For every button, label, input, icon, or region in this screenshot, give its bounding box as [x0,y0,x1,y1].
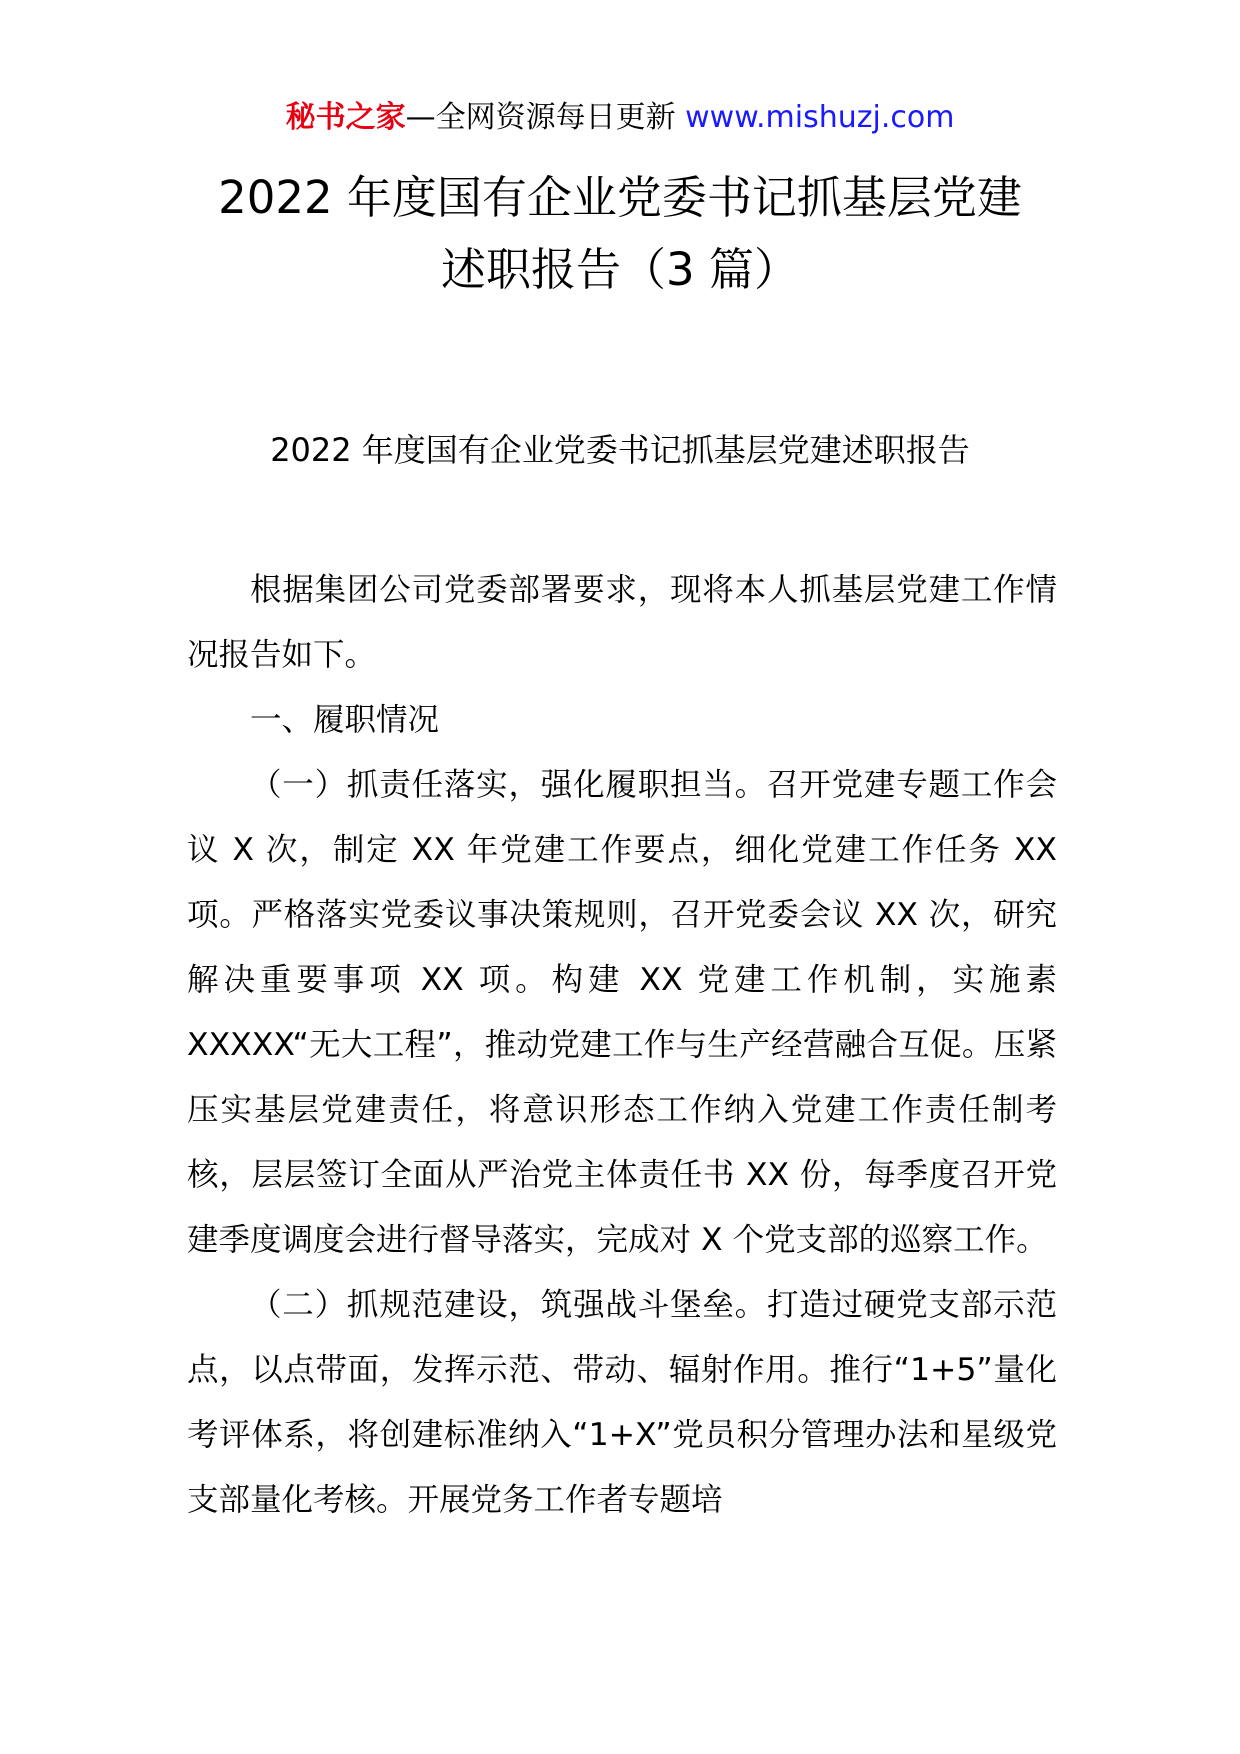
document-title [0,162,1240,306]
brand-name: 秘书之家 [285,100,406,135]
site-header [0,98,1240,138]
header-tagline: —全网资源每日更新 [405,100,686,135]
site-url-link[interactable]: www.mishuzj.com [685,100,955,135]
paragraph: （一）抓责任落实，强化履职担当。召开党建专题工作会议 X 次，制定 XX 年党建工作要点，细化党建工作任务 XX 项。严格落实党委议事决策规则，召开党委会议 XX 次，研究解决重要事项 XX 项。构建 XX 党建工作机制，实施素 XXXXX“无大工程”，推动党建工作与生产经营融合互促。压紧压实基层党建责任，将意识形态工作纳入党建工作责任制考核，层层签订全面从严治党主体责任书 XX 份，每季度召开党建季度调度会进行督导落实，完成对 X 个党支部的巡察工作。 [187,767,1057,1258]
title-line-2: 述职报告（3 篇） [441,243,799,296]
section-title: 2022 年度国有企业党委书记抓基层党建述职报告 [270,431,970,469]
section-heading: 一、履职情况 [250,702,440,738]
paragraph: （二）抓规范建设，筑强战斗堡垒。打造过硬党支部示范点，以点带面，发挥示范、带动、辐射作用。推行“1+5”量化考评体系，将创建标准纳入“1+X”党员积分管理办法和星级党支部量化考核。开展党务工作者专题培 [187,1287,1057,1518]
title-line-1: 2022 年度国有企业党委书记抓基层党建 [218,171,1022,224]
document-body [187,558,1057,1533]
paragraph: 根据集团公司党委部署要求，现将本人抓基层党建工作情况报告如下。 [187,572,1057,673]
